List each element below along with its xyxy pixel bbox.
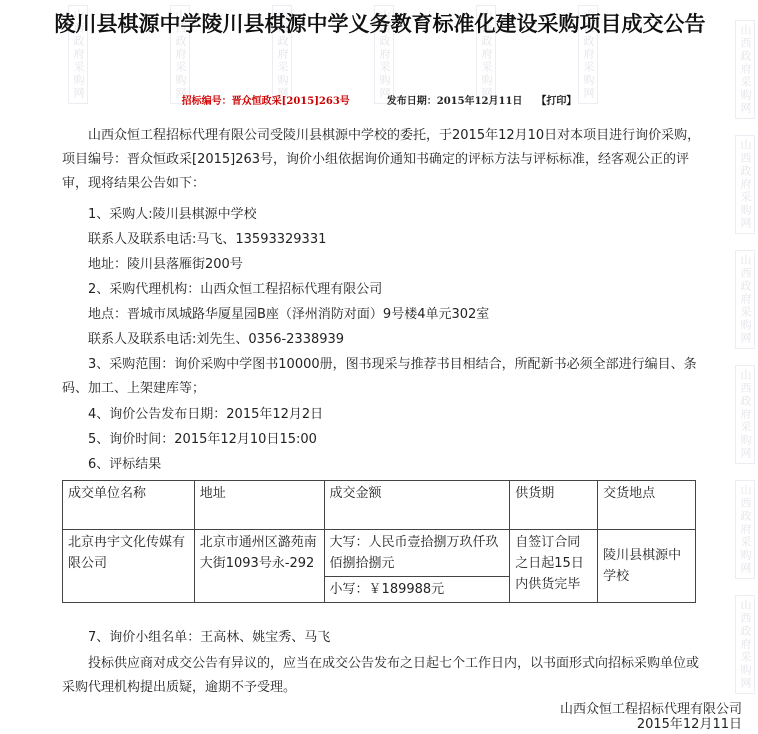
cell-place: 陵川县棋源中学校 [598,530,696,603]
date-label: 发布日期： [386,96,437,107]
section-6: 6、评标结果 [88,457,162,472]
table-row [63,530,696,603]
header-amount: 成交金额 [324,481,510,530]
watermark: 山西政府采购网 [735,20,755,119]
watermark: 山西政府采购网 [735,250,755,349]
cell-address: 北京市通州区潞苑南大街1093号永-292 [194,530,324,603]
header-address: 地址 [194,481,324,530]
signature-date: 2015年12月11日 [636,717,742,732]
closing-paragraph: 投标供应商对成交公告有异议的，应当在成交公告发布之日起七个工作日内，以书面形式向招标采购单位或采购代理机构提出质疑，逾期不予受理。 [62,656,700,695]
signature-org: 山西众恒工程招标代理有限公司 [559,702,742,717]
section-2-address: 地点：晋城市凤城路华厦星园B座（泽州消防对面）9号楼4单元302室 [88,307,490,322]
cell-amount [324,530,510,603]
header-period: 供货期 [510,481,598,530]
publish-date: 2015年12月11日 [436,96,523,107]
watermark: 山西政府采购网 [170,5,190,104]
header-unit: 成交单位名称 [63,481,195,530]
section-1-contact: 联系人及联系电话:马飞、13593329331 [88,232,327,247]
section-7: 7、询价小组名单：王高林、姚宝秀、马飞 [88,630,331,645]
section-3: 3、采购范围：询价采购中学图书10000册，图书现采与推荐书目相结合，所配新书必须全部进行编目、条码、加工、上架建库等； [62,357,697,396]
table-header-row [63,481,696,530]
watermark: 山西政府采购网 [374,5,394,104]
watermark: 山西政府采购网 [272,5,292,104]
meta-line [0,92,758,107]
watermark: 山西政府采购网 [735,480,755,579]
print-link[interactable]: 【打印】 [536,96,577,107]
section-2: 2、采购代理机构：山西众恒工程招标代理有限公司 [88,282,383,297]
project-no: 晋众恒政采[2015]263号 [231,96,350,107]
cell-period: 自签订合同之日起15日内供货完毕 [510,530,598,603]
watermark: 山西政府采购网 [578,5,598,104]
section-1: 1、采购人:陵川县棋源中学校 [88,207,257,222]
page-title: 陵川县棋源中学陵川县棋源中学义务教育标准化建设采购项目成交公告 [54,12,706,36]
results-table [62,480,696,603]
watermark: 山西政府采购网 [68,5,88,104]
section-1-address: 地址：陵川县落雁街200号 [88,257,243,272]
section-5: 5、询价时间：2015年12月10日15:00 [88,432,317,447]
intro-paragraph: 山西众恒工程招标代理有限公司受陵川县棋源中学校的委托，于2015年12月10日对本项目进行询价采购，项目编号：晋众恒政采[2015]263号，询价小组依据询价通知书确定的评标方法与评标标准，经客观公正的评审，现将结果公告如下： [62,128,701,191]
section-2-contact: 联系人及联系电话:刘先生、0356-2338939 [88,332,345,347]
amount-upper: 大写：人民币壹拾捌万玖仟玖佰捌拾捌元 [325,530,510,577]
watermark: 山西政府采购网 [735,135,755,234]
cell-unit: 北京冉宇文化传媒有限公司 [63,530,195,603]
watermark: 山西政府采购网 [735,365,755,464]
project-no-label: 招标编号： [181,96,232,107]
section-4: 4、询价公告发布日期：2015年12月2日 [88,407,324,422]
amount-lower: 小写：￥189988元 [329,582,445,597]
watermark: 山西政府采购网 [735,595,755,694]
header-place: 交货地点 [598,481,696,530]
watermark: 山西政府采购网 [476,5,496,104]
